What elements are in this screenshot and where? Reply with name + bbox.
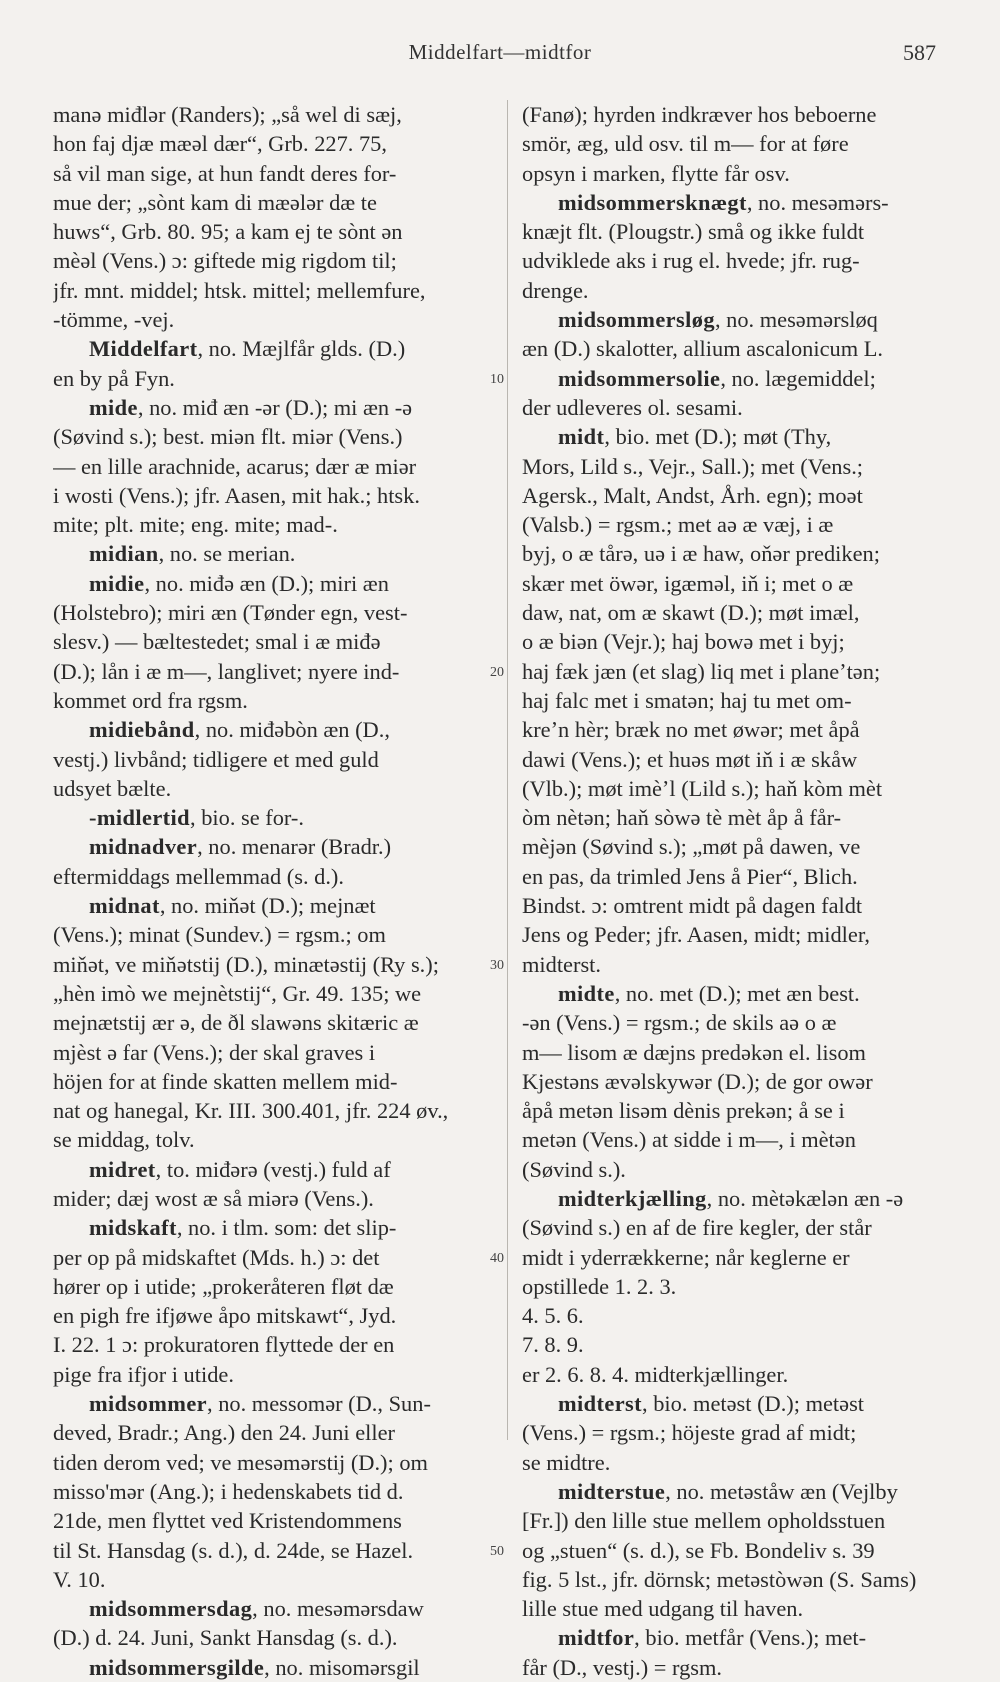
text-line: midterst, bio. metəst (D.); metəst xyxy=(558,1391,865,1417)
text-line: i wosti (Vens.); jfr. Aasen, mit hak.; htsk. xyxy=(53,482,420,508)
text-line: Agersk., Malt, Andst, Årh. egn); moət xyxy=(522,482,863,508)
text-line: haj fæk jæn (et slag) liq met i planeʼtən; xyxy=(522,658,881,684)
headword: midian xyxy=(89,541,159,567)
text-line: se midtre. xyxy=(522,1449,611,1475)
page-number: 587 xyxy=(903,40,936,65)
text-line: pige fra ifjor i utide. xyxy=(53,1361,234,1387)
text-line: mèjən (Søvind s.); „møt på dawen, ve xyxy=(522,834,861,860)
text-line: midsommersløg, no. mesəmərsløq xyxy=(558,307,878,333)
text-line: daw, nat, om æ skawt (D.); møt imæl, xyxy=(522,600,860,626)
text-line: midret, to. miđərə (vestj.) fuld af xyxy=(89,1156,391,1182)
page-header xyxy=(0,40,1000,80)
text-line: midsommersolie, no. lægemiddel; xyxy=(558,365,876,391)
text-line: mjèst ə far (Vens.); der skal graves i xyxy=(53,1039,376,1065)
text-line: midsommersdag, no. mesəmərsdaw xyxy=(89,1596,424,1622)
text-line: midie, no. miđə æn (D.); miri æn xyxy=(89,570,389,596)
headword: midsommersknægt xyxy=(558,189,747,215)
text-line: deved, Bradr.; Ang.) den 24. Juni eller xyxy=(53,1420,396,1446)
headword: midnat xyxy=(89,893,160,919)
text-line: — en lille arachnide, acarus; dær æ miər xyxy=(53,453,417,479)
text-line: Bindst. ɔ: omtrent midt på dagen faldt xyxy=(522,893,863,919)
text-line: midte, no. met (D.); met æn best. xyxy=(558,980,860,1006)
headword: midterstue xyxy=(558,1478,666,1504)
text-line: midt, bio. met (D.); møt (Thy, xyxy=(558,424,832,450)
headword: midtfor xyxy=(558,1625,635,1651)
text-line: og „stuen“ (s. d.), se Fb. Bondeliv s. 39 xyxy=(522,1537,875,1563)
text-line: (Vens.); minat (Sundev.) = rgsm.; om xyxy=(53,922,386,948)
text-line: metən (Vens.) at sidde i m—, i mètən xyxy=(522,1127,856,1153)
text-line: midterst. xyxy=(522,951,601,977)
text-line: I. 22. 1 ɔ: prokuratoren flyttede der en xyxy=(53,1332,395,1358)
text-line: midterstue, no. metəståw æn (Vejlby xyxy=(558,1478,898,1504)
text-line: haj falc met i smatən; haj tu met om- xyxy=(522,687,852,713)
headword: midie xyxy=(89,570,145,596)
text-line: o æ biən (Vejr.); haj bowə met i byj; xyxy=(522,629,845,655)
text-line: (D.); lån i æ m—, langlivet; nyere ind- xyxy=(53,658,400,684)
text-line: (Valsb.) = rgsm.; met aə æ væj, i æ xyxy=(522,512,834,538)
text-line: mejnætstij ær ə, de ðl slawəns skitæric æ xyxy=(53,1010,419,1036)
text-line: midnat, no. miňət (D.); mejnæt xyxy=(89,893,376,919)
text-line: byj, o æ tårə, uə i æ haw, oňər prediken; xyxy=(522,541,880,567)
text-line: tiden derom ved; ve mesəmərstij (D.); om xyxy=(53,1449,428,1475)
text-line: midsommer, no. messomər (D., Sun- xyxy=(89,1391,431,1417)
text-line: midiebånd, no. miđəbòn æn (D., xyxy=(89,717,390,743)
text-line: Mors, Lild s., Vejr., Sall.); met (Vens.; xyxy=(522,453,864,479)
text-line: hon faj djæ mæəl dær“, Grb. 227. 75, xyxy=(53,131,387,157)
text-line: dawi (Vens.); et huəs møt iň i æ skåw xyxy=(522,746,858,772)
text-line: 21de, men flyttet ved Kristendommens xyxy=(53,1508,402,1534)
running-head: Middelfart—midtfor xyxy=(408,40,592,64)
text-line: opstillede 1. 2. 3. xyxy=(522,1273,677,1299)
line-marker: 50 xyxy=(490,1543,504,1559)
headword: midt xyxy=(558,424,605,450)
text-line: misso'mər (Ang.); i hedenskabets tid d. xyxy=(53,1478,404,1504)
text-line: m— lisom æ dæjns predəkən el. lisom xyxy=(522,1039,866,1065)
text-line: åpå metən lisəm dènis prekən; å se i xyxy=(522,1098,845,1124)
text-line: lille stue med udgang til haven. xyxy=(522,1596,804,1622)
text-line: huws“, Grb. 80. 95; a kam ej te sònt ən xyxy=(53,219,403,245)
text-line: udsyet bælte. xyxy=(53,775,172,801)
text-line: (Søvind s.); best. miən flt. miər (Vens.) xyxy=(53,424,403,450)
text-line: (Søvind s.). xyxy=(522,1156,626,1182)
text-line: se middag, tolv. xyxy=(53,1127,195,1153)
headword: mide xyxy=(89,394,138,420)
line-marker: 20 xyxy=(490,664,504,680)
text-line: der udleveres ol. sesami. xyxy=(522,394,743,420)
text-line: midsommersgilde, no. misomərsgil xyxy=(89,1654,420,1680)
line-marker: 30 xyxy=(490,957,504,973)
text-line: „hèn imò we mejnètstij“, Gr. 49. 135; we xyxy=(53,980,422,1006)
headword: midterst xyxy=(558,1391,643,1417)
text-line: opsyn i marken, flytte får osv. xyxy=(522,160,790,186)
headword: midnadver xyxy=(89,834,198,860)
text-line: midtfor, bio. metfår (Vens.); met- xyxy=(558,1625,867,1651)
text-line: (Søvind s.) en af de fire kegler, der står xyxy=(522,1215,872,1241)
text-line: skær met öwər, igæməl, iň i; met o æ xyxy=(522,570,854,596)
text-line: 4. 5. 6. xyxy=(522,1303,584,1329)
text-line: midsommersknægt, no. mesəmərs- xyxy=(558,189,889,215)
text-line: æn (D.) skalotter, allium ascalonicum L. xyxy=(522,336,883,362)
text-line: Kjestəns ævəlskywər (D.); de gor owər xyxy=(522,1068,873,1094)
headword: midsommer xyxy=(89,1391,208,1417)
text-line: Middelfart, no. Mæjlfår glds. (D.) xyxy=(89,336,406,362)
text-line: mue der; „sònt kam di mæələr dæ te xyxy=(53,189,377,215)
text-line: kreʼn hèr; bræk no met øwər; met åpå xyxy=(522,717,860,743)
text-line: slesv.) — bæltestedet; smal i æ miđə xyxy=(53,629,381,655)
text-line: eftermiddags mellemmad (s. d.). xyxy=(53,863,344,889)
text-line: -tömme, -vej. xyxy=(53,307,175,333)
text-line: kommet ord fra rgsm. xyxy=(53,687,248,713)
headword: Middelfart xyxy=(89,336,198,362)
text-line: vestj.) livbånd; tidligere et med guld xyxy=(53,746,379,772)
headword: midskaft xyxy=(89,1215,177,1241)
text-line: mèəl (Vens.) ɔ: giftede mig rigdom til; xyxy=(53,248,397,274)
headword: midte xyxy=(558,980,615,1006)
headword: midterkjælling xyxy=(558,1185,707,1211)
text-line: drenge. xyxy=(522,277,589,303)
headword: midiebånd xyxy=(89,717,195,743)
text-line: midskaft, no. i tlm. som: det slip- xyxy=(89,1215,397,1241)
text-line: manə miđlər (Randers); „så wel di sæj, xyxy=(53,102,402,127)
text-line: en by på Fyn. xyxy=(53,365,175,391)
headword: -midlertid xyxy=(89,805,191,831)
text-line: midterkjælling, no. mètəkælən æn -ə xyxy=(558,1185,904,1211)
text-line: smör, æg, uld osv. til m— for at føre xyxy=(522,131,849,157)
text-line: midt i yderrækkerne; når keglerne er xyxy=(522,1244,850,1270)
line-marker: 40 xyxy=(490,1250,504,1266)
text-line: så vil man sige, at hun fandt deres for- xyxy=(53,160,397,186)
left-column xyxy=(53,100,499,1682)
text-line: midnadver, no. menarər (Bradr.) xyxy=(89,834,392,860)
text-line: en pigh fre ifjøwe åpo mitskawt“, Jyd. xyxy=(53,1303,397,1329)
text-line: mider; dæj wost æ så miərə (Vens.). xyxy=(53,1185,374,1211)
text-line: V. 10. xyxy=(53,1566,106,1592)
column-divider xyxy=(507,100,508,1440)
text-line: -midlertid, bio. se for-. xyxy=(89,805,304,831)
text-line: per op på midskaftet (Mds. h.) ɔ: det xyxy=(53,1244,380,1270)
text-line: får (D., vestj.) = rgsm. xyxy=(522,1654,723,1680)
line-marker: 10 xyxy=(490,371,504,387)
right-column xyxy=(522,100,942,1682)
text-line: nat og hanegal, Kr. III. 300.401, jfr. 224 øv., xyxy=(53,1098,449,1124)
text-line: (Holstebro); miri æn (Tønder egn, vest- xyxy=(53,600,408,626)
text-line: 7. 8. 9. xyxy=(522,1332,584,1358)
text-line: udviklede aks i rug el. hvede; jfr. rug- xyxy=(522,248,860,274)
text-line: [Fr.]) den lille stue mellem opholdsstuen xyxy=(522,1508,886,1534)
headword: midsommersdag xyxy=(89,1596,253,1622)
text-line: -ən (Vens.) = rgsm.; de skils aə o æ xyxy=(522,1010,837,1036)
text-line: (Fanø); hyrden indkræver hos beboerne xyxy=(522,102,877,127)
headword: midsommersløg xyxy=(558,307,715,333)
headword: midret xyxy=(89,1156,156,1182)
text-line: mite; plt. mite; eng. mite; mad-. xyxy=(53,512,338,538)
headword: midsommersolie xyxy=(558,365,721,391)
text-line: midian, no. se merian. xyxy=(89,541,296,567)
text-line: en pas, da trimled Jens å Pier“, Blich. xyxy=(522,863,858,889)
text-line: til St. Hansdag (s. d.), d. 24de, se Hazel. xyxy=(53,1537,414,1563)
text-line: er 2. 6. 8. 4. midterkjællinger. xyxy=(522,1361,789,1387)
text-line: (D.) d. 24. Juni, Sankt Hansdag (s. d.). xyxy=(53,1625,398,1651)
text-line: jfr. mnt. middel; htsk. mittel; mellemfure, xyxy=(53,277,426,303)
text-line: hører op i utide; „prokeråteren fløt dæ xyxy=(53,1273,394,1299)
text-line: òm nètən; haň sòwə tè mèt åp å får- xyxy=(522,805,842,831)
text-line: miňət, ve miňətstij (D.), minætəstij (Ry s.); xyxy=(53,951,439,977)
text-line: mide, no. miđ æn -ər (D.); mi æn -ə xyxy=(89,394,413,420)
headword: midsommersgilde xyxy=(89,1654,265,1680)
text-line: knæjt flt. (Plougstr.) små og ikke fuldt xyxy=(522,219,865,245)
text-line: fig. 5 lst., jfr. dörnsk; metəstòwən (S. Sams) xyxy=(522,1566,917,1592)
text-line: höjen for at finde skatten mellem mid- xyxy=(53,1068,398,1094)
text-line: (Vlb.); møt imèʼl (Lild s.); haň kòm mèt xyxy=(522,775,883,801)
text-line: Jens og Peder; jfr. Aasen, midt; midler, xyxy=(522,922,870,948)
text-line: (Vens.) = rgsm.; höjeste grad af midt; xyxy=(522,1420,857,1446)
